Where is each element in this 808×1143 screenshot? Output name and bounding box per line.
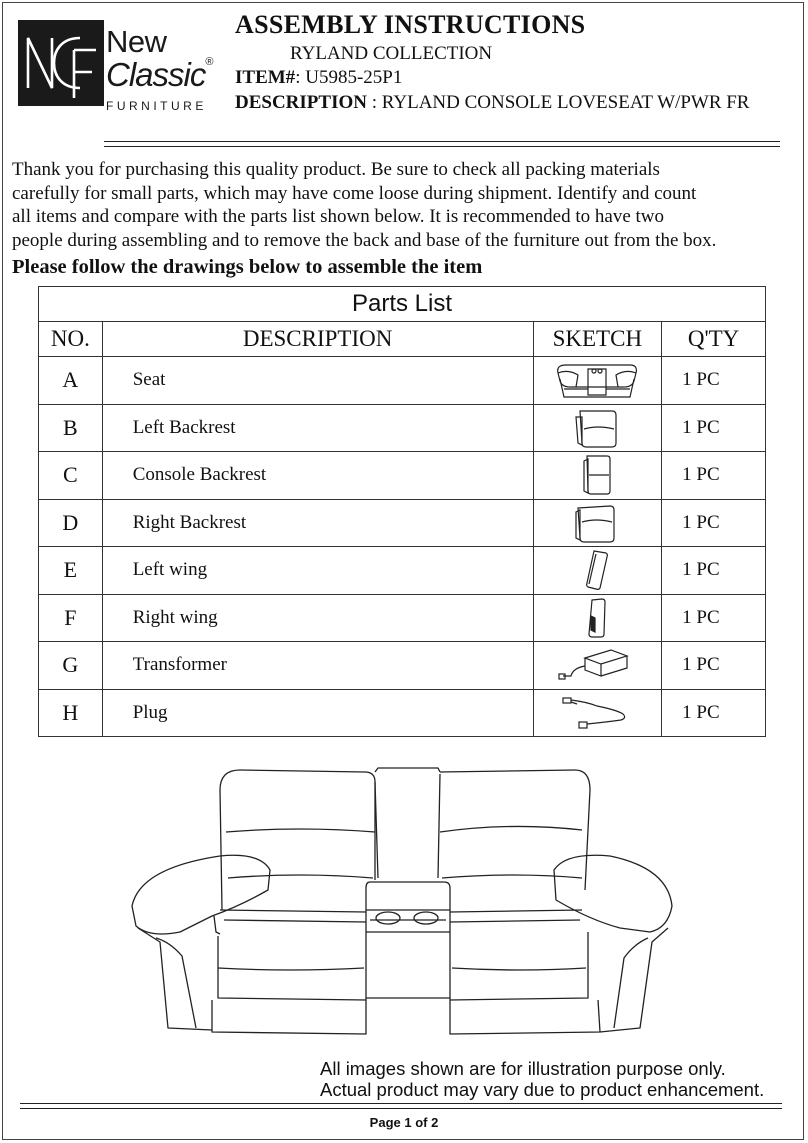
- column-header-no: NO.: [39, 322, 103, 357]
- right-backrest-sketch-icon: [533, 499, 662, 547]
- intro-line: people during assembling and to remove the back and base of the furniture out from the box.: [12, 229, 717, 251]
- plug-sketch-icon: [533, 689, 662, 737]
- brand-name-furniture: FURNITURE: [106, 99, 207, 113]
- seat-sketch-icon: [533, 357, 662, 405]
- table-row: [39, 404, 766, 452]
- table-row: [39, 499, 766, 547]
- part-no: F: [39, 594, 103, 642]
- part-qty: 1 PC: [662, 594, 766, 642]
- table-row: [39, 357, 766, 405]
- right-wing-sketch-icon: [533, 594, 662, 642]
- part-description: Console Backrest: [102, 452, 533, 500]
- disclaimer-line: Actual product may vary due to product enhancement.: [320, 1079, 765, 1100]
- part-qty: 1 PC: [662, 404, 766, 452]
- console-backrest-sketch-icon: [533, 452, 662, 500]
- brand-name-new: New: [106, 24, 167, 59]
- footer-divider-top: [20, 1103, 782, 1104]
- table-row: [39, 594, 766, 642]
- part-description: Plug: [102, 689, 533, 737]
- part-no: G: [39, 642, 103, 690]
- transformer-sketch-icon: [533, 642, 662, 690]
- part-no: H: [39, 689, 103, 737]
- parts-list-table: [38, 286, 766, 737]
- intro-line: Thank you for purchasing this quality product. Be sure to check all packing materials: [12, 159, 660, 180]
- part-qty: 1 PC: [662, 499, 766, 547]
- parts-list-caption: Parts List: [39, 287, 766, 322]
- part-no: A: [39, 357, 103, 405]
- intro-line: all items and compare with the parts list shown below. It is recommended to have two: [12, 206, 665, 227]
- loveseat-illustration-icon: [120, 760, 680, 1055]
- part-qty: 1 PC: [662, 357, 766, 405]
- table-row: [39, 547, 766, 595]
- part-description: Right wing: [102, 594, 533, 642]
- intro-paragraph: [12, 158, 802, 252]
- part-description: Right Backrest: [102, 499, 533, 547]
- part-no: D: [39, 499, 103, 547]
- part-no: E: [39, 547, 103, 595]
- part-qty: 1 PC: [662, 689, 766, 737]
- page-number: Page 1 of 2: [369, 1115, 439, 1130]
- header-divider-top: [104, 141, 780, 142]
- part-description: Left Backrest: [102, 404, 533, 452]
- part-description: Left wing: [102, 547, 533, 595]
- column-header-description: DESCRIPTION: [102, 322, 533, 357]
- table-header-row: [39, 322, 766, 357]
- part-qty: 1 PC: [662, 547, 766, 595]
- part-qty: 1 PC: [662, 452, 766, 500]
- footer-divider-bottom: [20, 1108, 782, 1109]
- header-divider-bottom: [104, 146, 780, 147]
- column-header-sketch: SKETCH: [533, 322, 662, 357]
- assembly-instruction: Please follow the drawings below to assemble the item: [12, 256, 483, 278]
- disclaimer-line: All images shown are for illustration purpose only.: [320, 1058, 726, 1079]
- illustration-disclaimer: [320, 1058, 764, 1100]
- part-no: C: [39, 452, 103, 500]
- item-description: DESCRIPTION : RYLAND CONSOLE LOVESEAT W/PWR FR: [235, 92, 750, 113]
- collection-name: RYLAND COLLECTION: [290, 43, 493, 64]
- brand-name-classic: Classic®: [106, 56, 213, 93]
- table-row: [39, 452, 766, 500]
- table-row: [39, 689, 766, 737]
- brand-logo: [18, 20, 218, 113]
- part-qty: 1 PC: [662, 642, 766, 690]
- intro-line: carefully for small parts, which may have come loose during shipment. Identify and count: [12, 182, 697, 204]
- table-row: [39, 642, 766, 690]
- part-description: Seat: [102, 357, 533, 405]
- monogram-icon: [18, 20, 104, 106]
- part-description: Transformer: [102, 642, 533, 690]
- left-wing-sketch-icon: [533, 547, 662, 595]
- item-number: ITEM#: U5985-25P1: [235, 67, 403, 88]
- left-backrest-sketch-icon: [533, 404, 662, 452]
- column-header-qty: Q'TY: [662, 322, 766, 357]
- document-title: ASSEMBLY INSTRUCTIONS: [235, 10, 586, 39]
- part-no: B: [39, 404, 103, 452]
